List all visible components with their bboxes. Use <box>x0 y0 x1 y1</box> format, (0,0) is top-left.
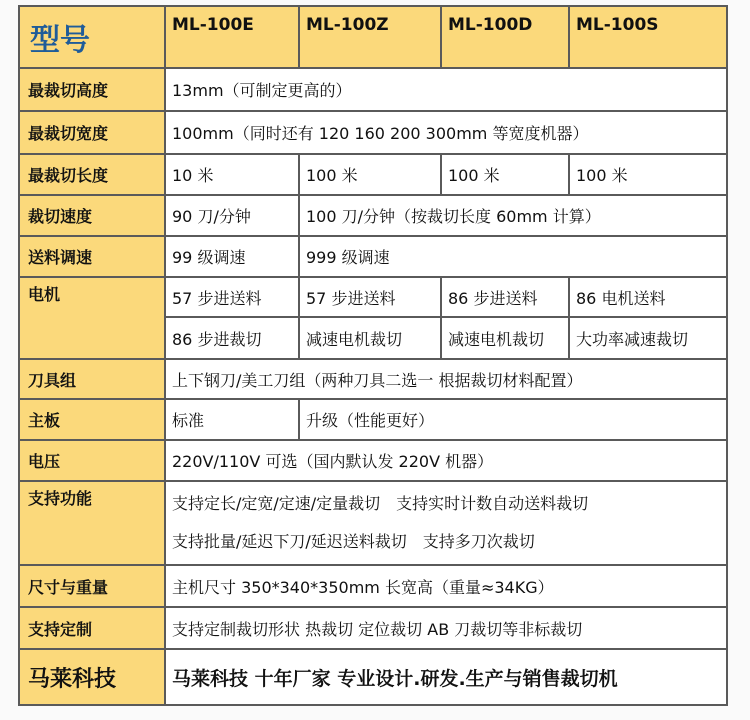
row-value <box>165 481 727 565</box>
row-feed <box>19 236 727 277</box>
row-label: 裁切速度 <box>19 195 165 236</box>
row-value: 100 米 <box>569 154 727 195</box>
row-label: 刀具组 <box>19 359 165 399</box>
row-value: 13mm（可制定更高的） <box>165 68 727 111</box>
row-value: 57 步进送料 <box>299 277 441 317</box>
header-row <box>19 6 727 68</box>
row-size <box>19 565 727 607</box>
row-label: 支持功能 <box>19 481 165 565</box>
row-custom <box>19 607 727 649</box>
row-max-length <box>19 154 727 195</box>
function-line: 支持批量/延迟下刀/延迟送料裁切 支持多刀次裁切 <box>172 532 535 551</box>
row-voltage <box>19 440 727 481</box>
row-motor-feed <box>19 277 727 317</box>
row-label: 电压 <box>19 440 165 481</box>
row-max-height <box>19 68 727 111</box>
row-value: 减速电机裁切 <box>299 317 441 359</box>
model-name: ML-100Z <box>299 6 441 68</box>
row-label: 支持定制 <box>19 607 165 649</box>
row-label: 主板 <box>19 399 165 440</box>
row-company <box>19 649 727 705</box>
row-value: 999 级调速 <box>299 236 727 277</box>
row-value: 100mm（同时还有 120 160 200 300mm 等宽度机器） <box>165 111 727 154</box>
row-value: 99 级调速 <box>165 236 299 277</box>
row-speed <box>19 195 727 236</box>
row-value: 主机尺寸 350*340*350mm 长宽高（重量≈34KG） <box>165 565 727 607</box>
company-slogan: 马莱科技 十年厂家 专业设计.研发.生产与销售裁切机 <box>165 649 727 705</box>
row-value: 支持定制裁切形状 热裁切 定位裁切 AB 刀裁切等非标裁切 <box>165 607 727 649</box>
row-value: 10 米 <box>165 154 299 195</box>
row-value: 100 米 <box>299 154 441 195</box>
row-max-width <box>19 111 727 154</box>
row-blade <box>19 359 727 399</box>
function-line: 支持定长/定宽/定速/定量裁切 支持实时计数自动送料裁切 <box>172 494 589 513</box>
row-board <box>19 399 727 440</box>
model-name: ML-100S <box>569 6 727 68</box>
model-name: ML-100D <box>441 6 569 68</box>
row-label: 最裁切高度 <box>19 68 165 111</box>
row-value: 大功率减速裁切 <box>569 317 727 359</box>
row-value: 86 步进送料 <box>441 277 569 317</box>
row-value: 90 刀/分钟 <box>165 195 299 236</box>
model-title: 型号 <box>19 6 165 68</box>
row-value: 220V/110V 可选（国内默认发 220V 机器） <box>165 440 727 481</box>
row-value: 100 米 <box>441 154 569 195</box>
row-label: 尺寸与重量 <box>19 565 165 607</box>
row-value: 标准 <box>165 399 299 440</box>
row-label: 最裁切宽度 <box>19 111 165 154</box>
row-label: 电机 <box>19 277 165 359</box>
row-value: 上下钢刀/美工刀组（两种刀具二选一 根据裁切材料配置） <box>165 359 727 399</box>
row-value: 57 步进送料 <box>165 277 299 317</box>
row-functions <box>19 481 727 565</box>
model-name: ML-100E <box>165 6 299 68</box>
row-label: 送料调速 <box>19 236 165 277</box>
company-label: 马莱科技 <box>19 649 165 705</box>
row-value: 减速电机裁切 <box>441 317 569 359</box>
spec-table <box>18 5 728 706</box>
row-value: 86 步进裁切 <box>165 317 299 359</box>
row-value: 86 电机送料 <box>569 277 727 317</box>
row-value: 升级（性能更好） <box>299 399 727 440</box>
row-label: 最裁切长度 <box>19 154 165 195</box>
row-value: 100 刀/分钟（按裁切长度 60mm 计算） <box>299 195 727 236</box>
